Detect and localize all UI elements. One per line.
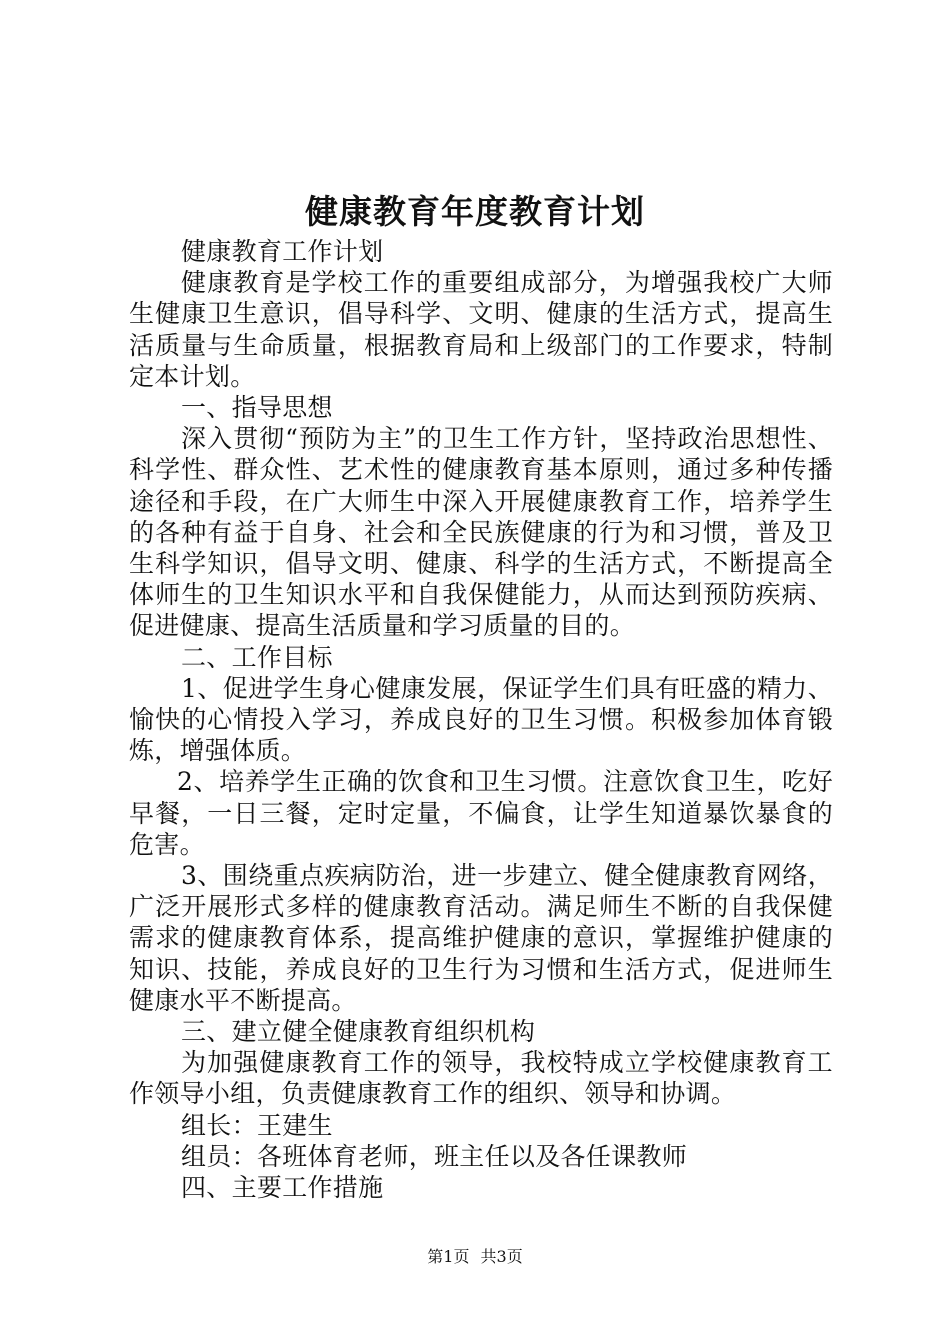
organization-paragraph: 为加强健康教育工作的领导，我校特成立学校健康教育工作领导小组，负责健康教育工作的组织、领导和协调。 <box>129 1048 833 1109</box>
section-heading-work-goals: 二、工作目标 <box>181 642 333 672</box>
page-total: 共3页 <box>480 1247 523 1266</box>
page-footer <box>0 1244 950 1267</box>
section-heading-guiding-idea: 一、指导思想 <box>181 393 333 423</box>
subtitle-paragraph: 健康教育工作计划 <box>181 237 384 266</box>
team-leader-line: 组长：王建生 <box>181 1110 333 1140</box>
team-members-line: 组员：各班体育老师，班主任以及各任课教师 <box>181 1141 688 1171</box>
document-body <box>129 236 833 1203</box>
document-title: 健康教育年度教育计划 <box>305 192 645 231</box>
goal-item-2: 2、培养学生正确的饮食和卫生习惯。注意饮食卫生，吃好早餐，一日三餐，定时定量，不偏食，让学生知道暴饮暴食的危害。 <box>129 767 833 859</box>
page-number: 第1页 <box>427 1247 470 1266</box>
intro-paragraph: 健康教育是学校工作的重要组成部分，为增强我校广大师生健康卫生意识，倡导科学、文明、健康的生活方式，提高生活质量与生命质量，根据教育局和上级部门的工作要求，特制定本计划。 <box>129 268 833 391</box>
guiding-idea-paragraph: 深入贯彻“预防为主”的卫生工作方针，坚持政治思想性、科学性、群众性、艺术性的健康教育基本原则，通过多种传播途径和手段，在广大师生中深入开展健康教育工作，培养学生的各种有益于自身、社会和全民族健康的行为和习惯，普及卫生科学知识，倡导文明、健康、科学的生活方式，不断提高全体师生的卫生知识水平和自我保健能力，从而达到预防疾病、促进健康、提高生活质量和学习质量的目的。 <box>129 424 833 641</box>
goal-item-1: 1、促进学生身心健康发展，保证学生们具有旺盛的精力、愉快的心情投入学习，养成良好的卫生习惯。积极参加体育锻炼，增强体质。 <box>129 673 833 766</box>
goal-item-3: 3、围绕重点疾病防治，进一步建立、健全健康教育网络，广泛开展形式多样的健康教育活动。满足师生不断的自我保健需求的健康教育体系，提高维护健康的意识，掌握维护健康的知识、技能，养成良好的卫生行为习惯和生活方式，促进师生健康水平不断提高。 <box>129 861 833 1015</box>
section-heading-measures: 四、主要工作措施 <box>181 1173 384 1203</box>
section-heading-organization: 三、建立健全健康教育组织机构 <box>181 1017 536 1047</box>
